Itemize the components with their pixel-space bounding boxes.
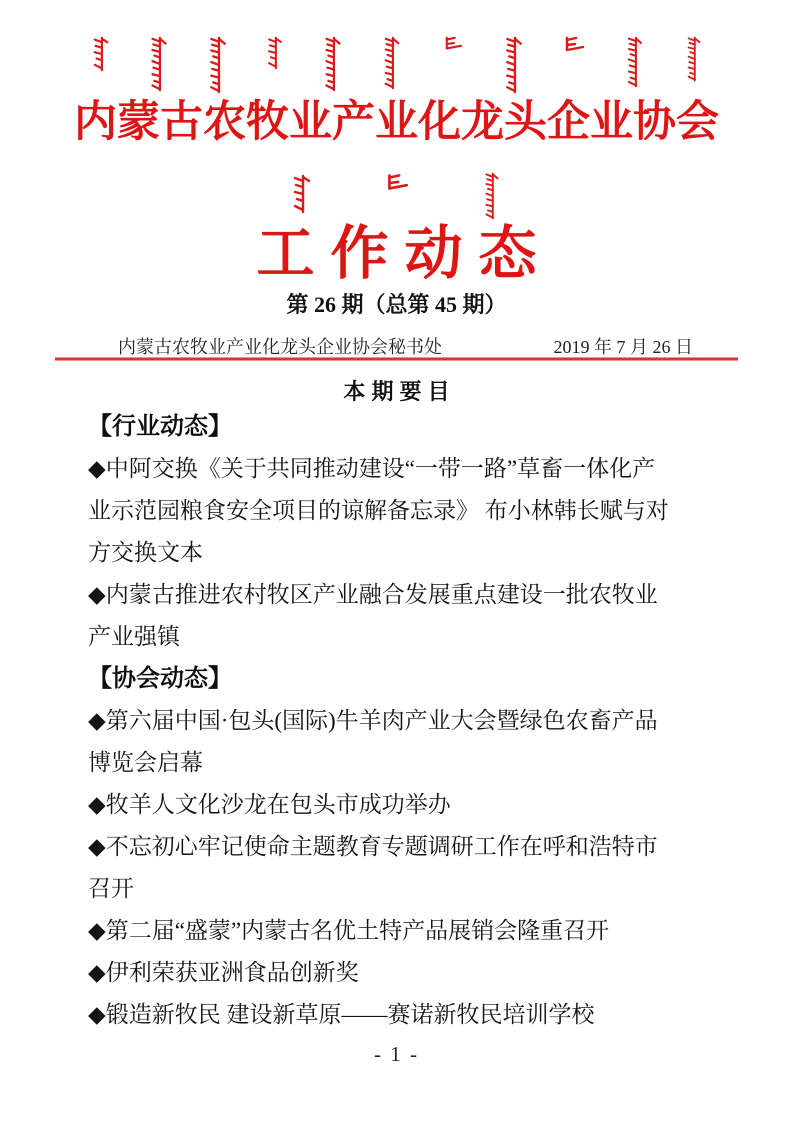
mongolian-script-row-top <box>92 36 704 94</box>
mongolian-word-icon <box>504 36 524 94</box>
toc-item: ◆锻造新牧民 建设新草原——赛诺新牧民培训学校 <box>88 1002 595 1027</box>
toc-item: ◆不忘初心牢记使命主题教育专题调研工作在呼和浩特市 <box>88 834 658 859</box>
mongolian-word-icon <box>441 36 465 52</box>
page-number: - 1 - <box>374 1042 419 1066</box>
toc-item: ◆第六届中国·包头(国际)牛羊肉产业大会暨绿色农畜产品 <box>88 708 658 733</box>
toc-item-continuation: 召开 <box>88 876 134 901</box>
mongolian-word-icon <box>208 36 228 94</box>
publish-date: 2019 年 7 月 26 日 <box>553 337 693 357</box>
mongolian-word-icon <box>684 36 704 82</box>
red-divider-rule <box>55 357 738 361</box>
issue-number: 第 26 期（总第 45 期） <box>286 292 507 317</box>
toc-item-continuation: 产业强镇 <box>88 624 180 649</box>
mongolian-word-icon <box>382 36 402 90</box>
toc-heading: 本 期 要 目 <box>343 379 450 404</box>
bulletin-title: 工作动态 <box>256 221 553 286</box>
toc-item: ◆牧羊人文化沙龙在包头市成功举办 <box>88 792 451 817</box>
mongolian-word-icon <box>625 36 645 88</box>
toc-item: ◆中阿交换《关于共同推动建设“一带一路”草畜一体化产 <box>88 456 656 481</box>
mongolian-word-icon <box>266 36 284 70</box>
publisher-name: 内蒙古农牧业产业化龙头企业协会秘书处 <box>118 337 442 357</box>
toc-item-continuation: 业示范园粮食安全项目的谅解备忘录》 布小林韩长赋与对 <box>88 498 669 523</box>
mongolian-word-icon <box>92 36 110 72</box>
toc-item-continuation: 博览会启幕 <box>88 750 203 775</box>
toc-item: ◆伊利荣获亚洲食品创新奖 <box>88 960 359 985</box>
mongolian-word-icon <box>384 172 410 194</box>
toc-section-heading: 【协会动态】 <box>88 665 232 692</box>
org-title: 内蒙古农牧业产业化龙头企业协会 <box>74 99 719 146</box>
mongolian-word-icon <box>562 36 586 54</box>
toc-item: ◆第二届“盛蒙”内蒙古名优土特产品展销会隆重召开 <box>88 918 610 943</box>
toc-item: ◆内蒙古推进农村牧区产业融合发展重点建设一批农牧业 <box>88 582 658 607</box>
publisher-date-row <box>118 333 693 359</box>
toc-item-continuation: 方交换文本 <box>88 540 203 565</box>
mongolian-word-icon <box>149 36 169 92</box>
toc-section-heading: 【行业动态】 <box>88 413 232 440</box>
toc-list <box>88 406 706 1036</box>
mongolian-word-icon <box>323 36 343 92</box>
